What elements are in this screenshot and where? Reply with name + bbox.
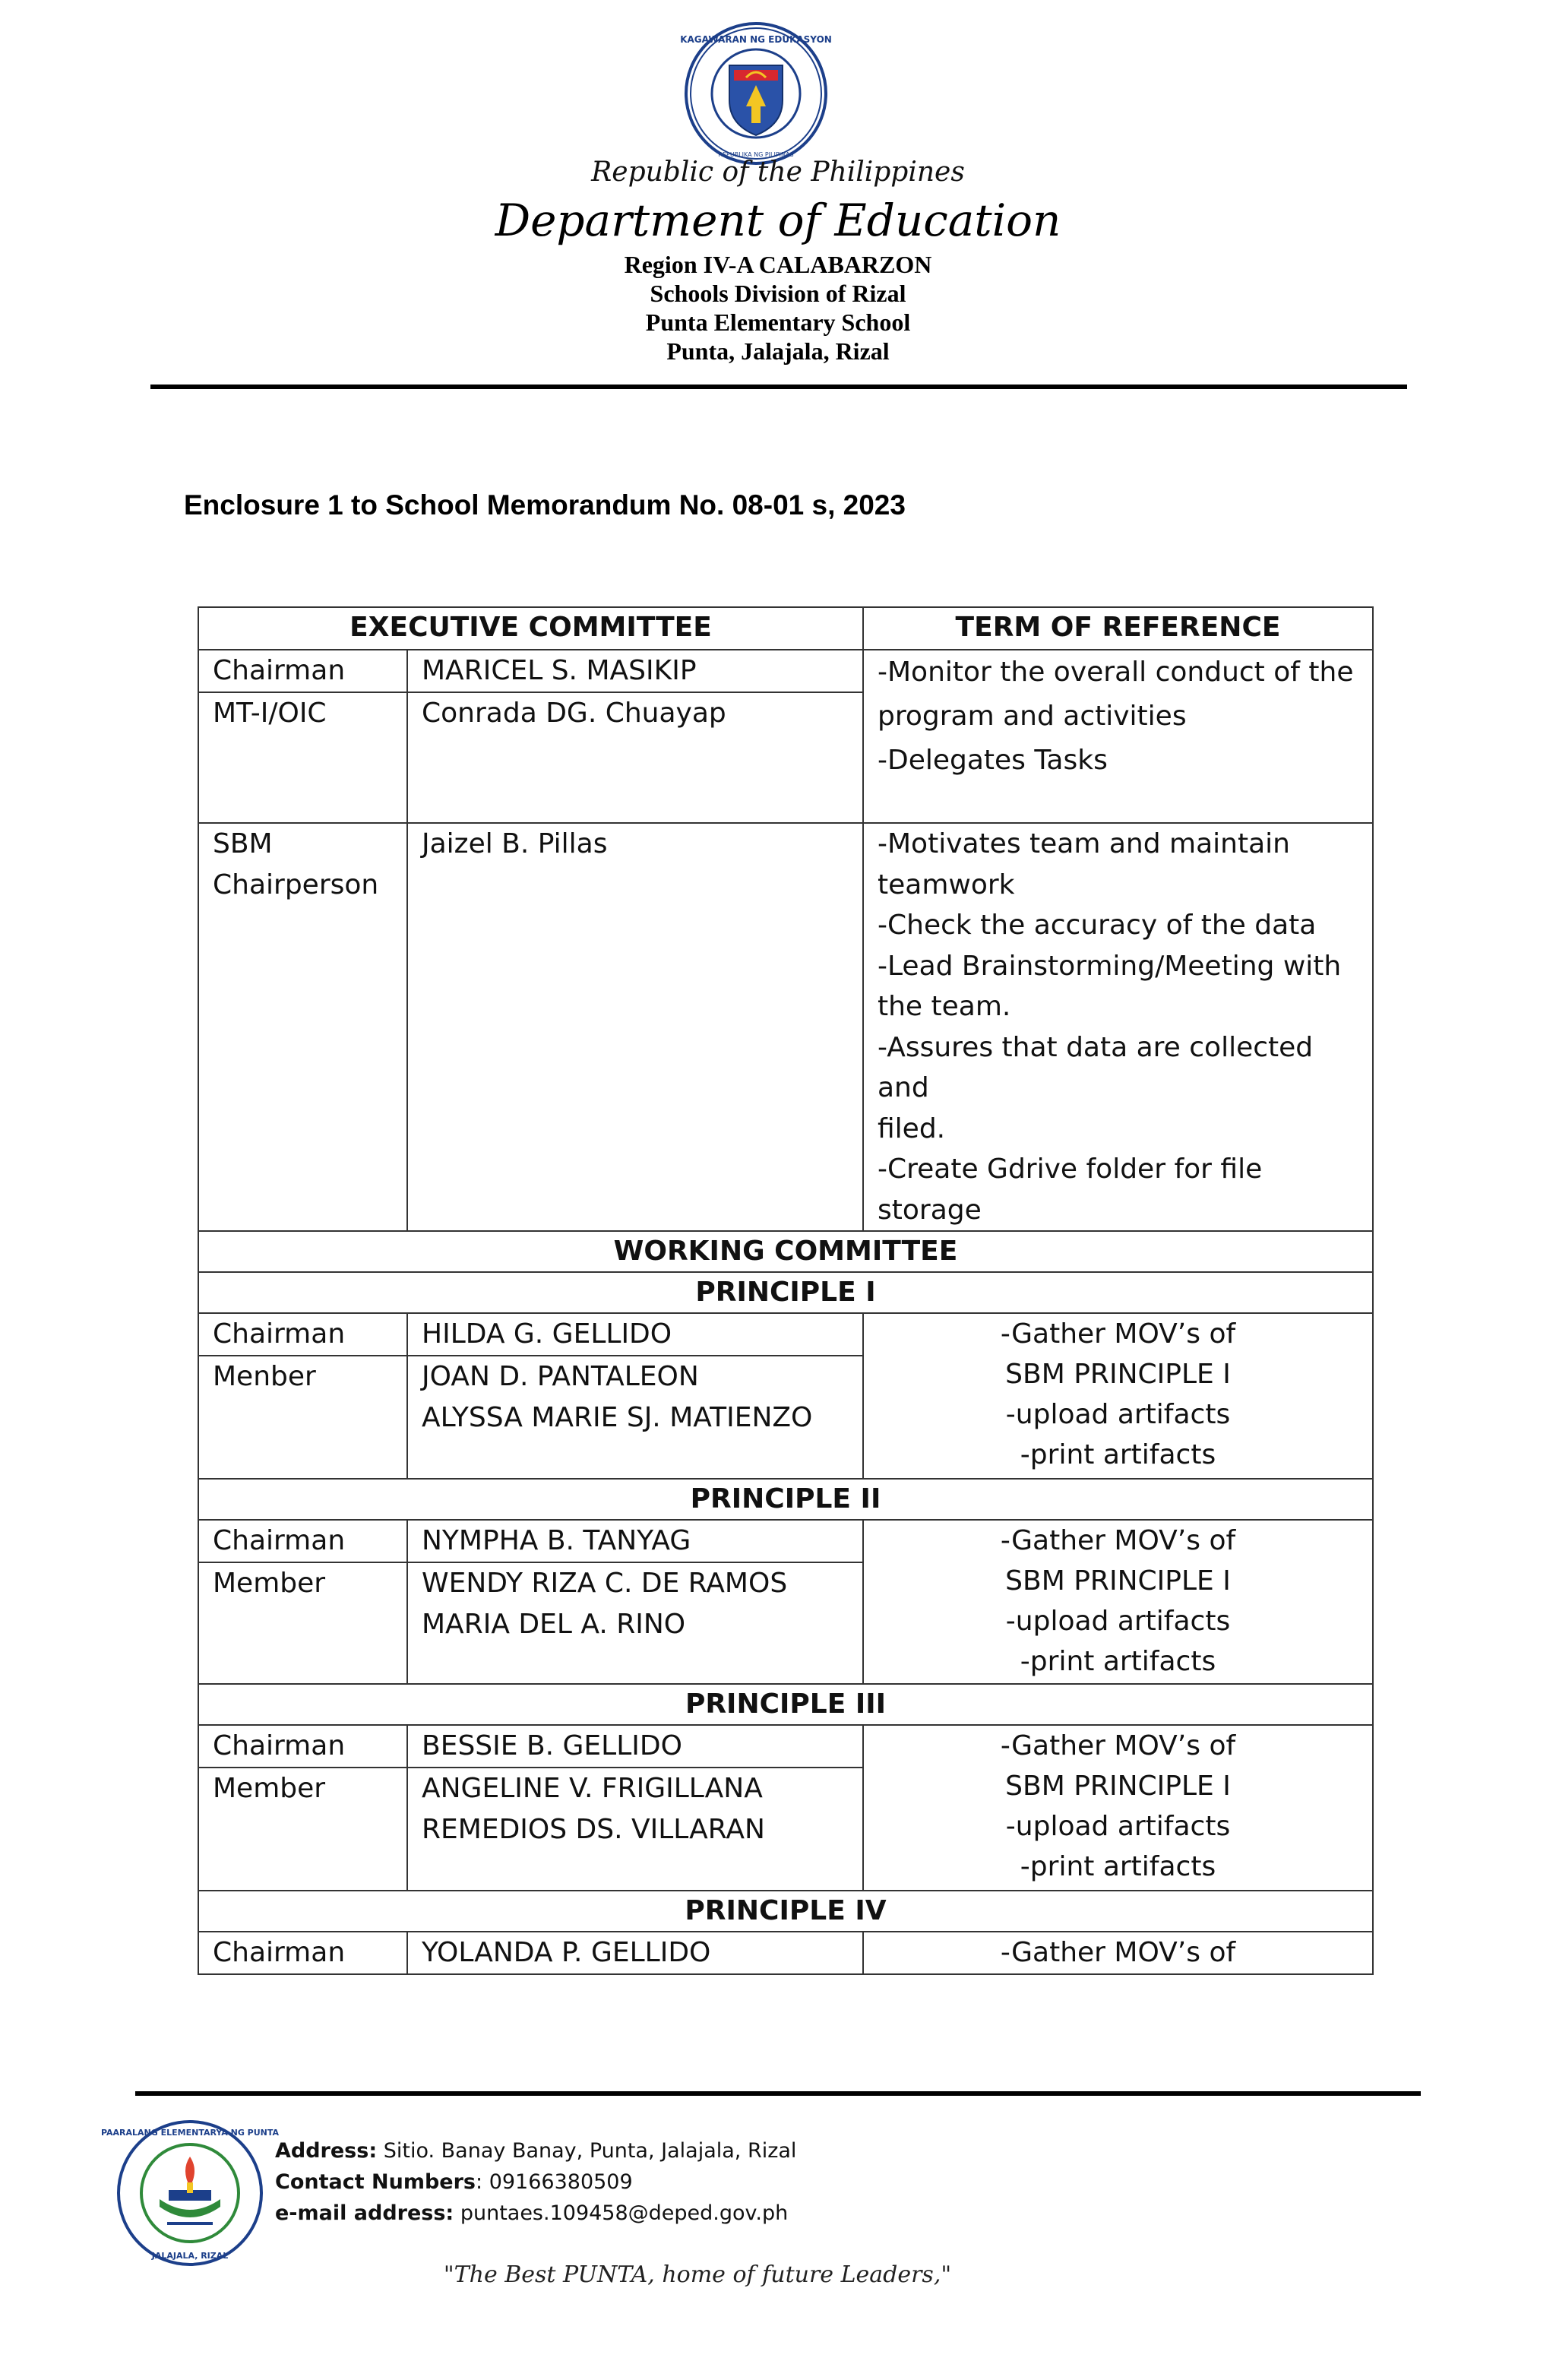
- principle-chair-role: Chairman: [198, 1520, 407, 1562]
- principle-title: PRINCIPLE II: [198, 1479, 1373, 1520]
- exec-role-mt: MT-I/OIC: [198, 692, 407, 823]
- email-label: e-mail address:: [275, 2201, 454, 2225]
- principle-tor-line: -upload artifacts: [1005, 1399, 1231, 1430]
- principle-tor-cell: [863, 1725, 1373, 1891]
- principle-chair-role: Chairman: [198, 1932, 407, 1974]
- contact-value: : 09166380509: [476, 2170, 633, 2194]
- exec-tor-line: -Monitor the overall conduct of the: [878, 657, 1354, 688]
- principle-chair-name: NYMPHA B. TANYAG: [407, 1520, 863, 1562]
- contact-label: Contact Numbers: [275, 2170, 476, 2194]
- principle-tor-line: -print artifacts: [1020, 1851, 1216, 1882]
- exec-name-mt: Conrada DG. Chuayap: [407, 692, 863, 823]
- principle-tor-line: -print artifacts: [1020, 1646, 1216, 1677]
- republic-heading: Republic of the Philippines: [591, 157, 965, 188]
- address-value: Sitio. Banay Banay, Punta, Jalajala, Rizal: [383, 2139, 797, 2163]
- deped-seal-logo: [679, 21, 833, 166]
- principle-tor-line: -print artifacts: [1020, 1439, 1216, 1470]
- email-value: puntaes.109458@deped.gov.ph: [460, 2201, 789, 2225]
- principle-tor-line: -Gather MOV’s of: [1000, 1525, 1236, 1556]
- principle-member-role: Member: [198, 1562, 407, 1684]
- location-line: Punta, Jalajala, Rizal: [666, 337, 890, 365]
- exec-committee-header: EXECUTIVE COMMITTEE: [198, 607, 863, 650]
- principle-member-role: Menber: [198, 1356, 407, 1479]
- svg-text:PAARALANG ELEMENTARYA NG PUNTA: PAARALANG ELEMENTARYA NG PUNTA: [100, 2128, 280, 2138]
- principle-tor-line: -upload artifacts: [1005, 1811, 1231, 1842]
- principle-member-name: ANGELINE V. FRIGILLANA: [422, 1773, 763, 1804]
- school-motto: "The Best PUNTA, home of future Leaders,": [443, 2261, 952, 2288]
- principle-member-role: Member: [198, 1768, 407, 1891]
- principle-title: PRINCIPLE IV: [198, 1891, 1373, 1932]
- principle-tor-line: -upload artifacts: [1005, 1606, 1231, 1637]
- address-label: Address:: [275, 2139, 378, 2163]
- enclosure-title: Enclosure 1 to School Memorandum No. 08-01 s, 2023: [184, 489, 906, 521]
- exec-name-chairman: MARICEL S. MASIKIP: [407, 650, 863, 692]
- principle-chair-role: Chairman: [198, 1725, 407, 1768]
- principle-title: PRINCIPLE I: [198, 1272, 1373, 1313]
- principle-tor-line: SBM PRINCIPLE I: [1005, 1771, 1231, 1802]
- sbm-tor-line: -Check the accuracy of the data: [878, 910, 1317, 941]
- sbm-tor-line: -Create Gdrive folder for file: [878, 1154, 1263, 1185]
- exec-role-chairman: Chairman: [198, 650, 407, 692]
- principle-members-cell: [407, 1768, 863, 1891]
- tor-header: TERM OF REFERENCE: [863, 607, 1373, 650]
- sbm-role-cell: [198, 823, 407, 1231]
- principle-member-name: MARIA DEL A. RINO: [422, 1609, 686, 1640]
- region-line: Region IV-A CALABARZON: [624, 251, 932, 278]
- principle-chair-name: HILDA G. GELLIDO: [407, 1313, 863, 1356]
- svg-text:REPUBLIKA NG PILIPINAS: REPUBLIKA NG PILIPINAS: [718, 151, 794, 158]
- principle-chair-name: BESSIE B. GELLIDO: [407, 1725, 863, 1768]
- sbm-tor-line: -Lead Brainstorming/Meeting with: [878, 950, 1342, 982]
- sbm-tor-line: -Assures that data are collected and: [878, 1031, 1314, 1103]
- principle-chair-name: YOLANDA P. GELLIDO: [407, 1932, 863, 1974]
- exec-tor-cell: [863, 650, 1373, 823]
- principle-member-name: REMEDIOS DS. VILLARAN: [422, 1814, 765, 1845]
- principle-chair-role: Chairman: [198, 1313, 407, 1356]
- principle-tor-cell: [863, 1313, 1373, 1479]
- sbm-tor-line: filed.: [878, 1112, 946, 1144]
- department-heading: Department of Education: [495, 195, 1061, 246]
- sbm-tor-line: the team.: [878, 991, 1011, 1022]
- exec-tor-line: program and activities: [878, 701, 1187, 732]
- school-logo: [100, 2117, 280, 2269]
- principle-member-name: ALYSSA MARIE SJ. MATIENZO: [422, 1402, 813, 1433]
- working-committee-header: WORKING COMMITTEE: [198, 1231, 1373, 1272]
- principle-member-name: JOAN D. PANTALEON: [422, 1361, 699, 1392]
- principle-tor-cell: [863, 1520, 1373, 1684]
- sbm-tor-cell: [863, 823, 1373, 1231]
- principle-members-cell: [407, 1356, 863, 1479]
- principle-member-name: WENDY RIZA C. DE RAMOS: [422, 1568, 788, 1599]
- division-line: Schools Division of Rizal: [650, 280, 906, 307]
- principle-members-cell: [407, 1562, 863, 1684]
- footer-contact-block: [275, 2135, 796, 2229]
- principle-tor-line: -Gather MOV’s of: [1000, 1937, 1236, 1968]
- principle-tor-line: SBM PRINCIPLE I: [1005, 1565, 1231, 1597]
- header-divider: [150, 385, 1407, 389]
- sbm-role-line: Chairperson: [213, 869, 379, 900]
- sbm-role-line: SBM: [213, 828, 273, 859]
- committee-table: [198, 606, 1374, 1975]
- contact-line: [275, 2166, 796, 2198]
- sbm-tor-line: teamwork: [878, 869, 1015, 900]
- school-line: Punta Elementary School: [645, 309, 911, 336]
- svg-text:KAGAWARAN NG EDUKASYON: KAGAWARAN NG EDUKASYON: [680, 34, 832, 45]
- principle-tor-line: -Gather MOV’s of: [1000, 1730, 1236, 1761]
- sbm-name: Jaizel B. Pillas: [407, 823, 863, 1231]
- address-line: [275, 2135, 796, 2166]
- email-line: [275, 2198, 796, 2229]
- sbm-tor-line: -Motivates team and maintain: [878, 828, 1290, 859]
- svg-text:JALAJALA, RIZAL: JALAJALA, RIZAL: [151, 2251, 229, 2261]
- principle-tor-cell: [863, 1932, 1373, 1974]
- principle-tor-line: -Gather MOV’s of: [1000, 1318, 1236, 1350]
- sbm-tor-line: storage: [878, 1194, 982, 1226]
- exec-tor-line: -Delegates Tasks: [878, 745, 1108, 776]
- principle-tor-line: SBM PRINCIPLE I: [1005, 1359, 1231, 1390]
- principle-title: PRINCIPLE III: [198, 1684, 1373, 1725]
- footer-divider: [135, 2091, 1421, 2096]
